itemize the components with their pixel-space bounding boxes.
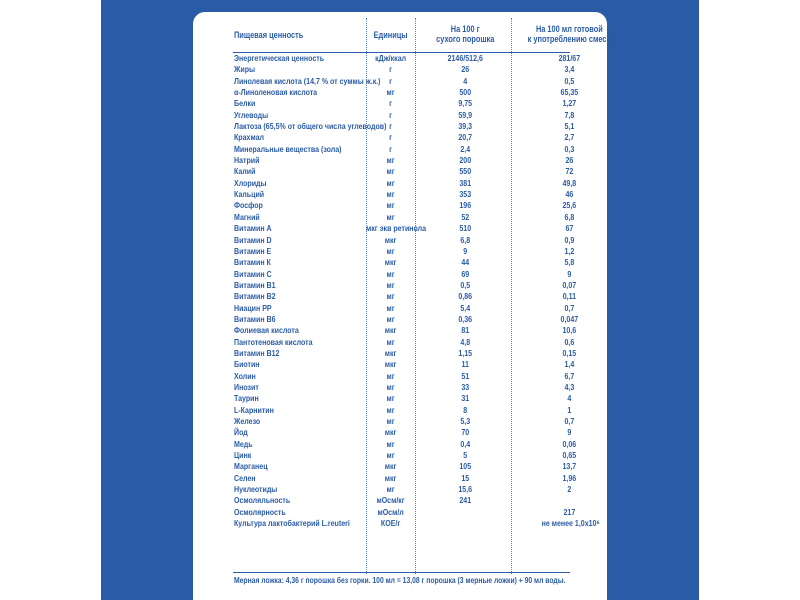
row-dry-value: 5,3 <box>460 416 471 426</box>
table-row <box>193 416 607 427</box>
row-ready-value: 2 <box>567 484 572 495</box>
header-dry-powder: На 100 г сухого порошка <box>436 24 495 44</box>
row-ready-value: 3,4 <box>564 64 575 75</box>
row-unit: мг <box>386 484 395 495</box>
row-dry-value: 15 <box>461 472 470 483</box>
row-unit: мг <box>386 370 395 381</box>
table-row <box>193 53 607 64</box>
row-unit: г <box>389 143 393 154</box>
row-name: Минеральные вещества (зола) <box>234 143 342 154</box>
row-ready-value: 217 <box>563 506 576 517</box>
row-ready-value: 1,96 <box>562 472 577 483</box>
row-name: Витамин В12 <box>234 347 280 358</box>
row-dry-value: 8 <box>463 404 468 415</box>
row-dry-value: 4 <box>463 75 468 86</box>
row-dry-value: 0,4 <box>460 438 471 449</box>
table-row <box>193 495 607 506</box>
serving-footnote: Мерная ложка: 4,36 г порошка без горки. 100 мл = 13,08 г порошка (3 мерные ложки) + 90 мл воды. <box>234 575 566 585</box>
row-ready-value: 0,7 <box>564 416 575 426</box>
table-row <box>193 87 607 98</box>
table-row <box>193 64 607 75</box>
row-name: Фолиевая кислота <box>234 325 299 336</box>
footer-rule <box>233 572 570 573</box>
row-unit: мкг <box>384 472 397 483</box>
table-row <box>193 325 607 336</box>
row-unit: г <box>389 64 393 75</box>
row-unit: г <box>389 109 393 120</box>
row-ready-value: 9 <box>567 268 572 279</box>
row-dry-value: 0,5 <box>460 279 471 290</box>
row-name: Инозит <box>234 381 259 392</box>
table-row <box>193 121 607 132</box>
row-dry-value: 353 <box>459 189 472 200</box>
row-name: Йод <box>234 427 248 438</box>
row-unit: мг <box>386 155 395 166</box>
row-unit: мг <box>386 87 395 98</box>
row-dry-value: 9,75 <box>458 98 473 109</box>
table-row <box>193 314 607 325</box>
row-dry-value: 70 <box>461 427 470 438</box>
row-ready-value: 0,9 <box>564 234 575 245</box>
row-ready-value: 46 <box>565 189 574 200</box>
row-ready-value: 13,7 <box>562 461 577 472</box>
row-dry-value: 15,6 <box>458 484 473 495</box>
row-ready-value: 4 <box>567 393 572 404</box>
row-ready-value: 25,6 <box>562 200 577 211</box>
row-unit: мг <box>386 393 395 404</box>
row-dry-value: 39,3 <box>458 121 473 132</box>
header-name: Пищевая ценность <box>234 30 304 40</box>
table-row <box>193 393 607 404</box>
row-dry-value: 5 <box>463 450 468 461</box>
row-unit: мг <box>386 291 395 302</box>
row-name: Пантотеновая кислота <box>234 336 313 347</box>
row-dry-value: 81 <box>461 325 470 336</box>
row-ready-value: 0,6 <box>564 336 575 347</box>
row-name: Линолевая кислота (14,7 % от суммы ж.к.) <box>234 75 381 86</box>
table-row <box>193 518 607 529</box>
row-dry-value: 0,36 <box>458 313 473 324</box>
row-ready-value: 65,35 <box>560 87 579 98</box>
row-unit: мОсм/кг <box>376 495 405 506</box>
row-dry-value: 51 <box>461 370 470 381</box>
table-row <box>193 144 607 155</box>
table-row <box>193 132 607 143</box>
row-unit: мкг <box>384 461 397 472</box>
table-row <box>193 405 607 416</box>
row-name: Витамин В2 <box>234 291 276 302</box>
row-unit: мг <box>386 438 395 449</box>
row-name: Жиры <box>234 64 256 75</box>
row-unit: мг <box>386 211 395 222</box>
table-row <box>193 291 607 302</box>
row-dry-value: 6,8 <box>460 234 471 245</box>
row-ready-value: 2,7 <box>564 132 575 143</box>
table-row <box>193 371 607 382</box>
row-unit: г <box>389 121 393 132</box>
row-dry-value: 11 <box>461 359 469 370</box>
row-name: Витамин А <box>234 223 272 234</box>
row-ready-value: 1 <box>567 404 572 415</box>
row-dry-value: 510 <box>459 223 472 234</box>
row-dry-value: 20,7 <box>458 132 473 143</box>
row-ready-value: 0,5 <box>564 75 575 86</box>
header-unit: Единицы <box>373 30 408 40</box>
row-ready-value: 0,11 <box>562 291 577 302</box>
row-unit: мг <box>386 189 395 200</box>
row-dry-value: 500 <box>459 87 472 98</box>
row-dry-value: 105 <box>459 461 472 472</box>
row-unit: мг <box>386 268 395 279</box>
row-name: L-Карнитин <box>234 404 274 415</box>
table-row <box>193 337 607 348</box>
row-ready-value: 0,047 <box>560 313 579 324</box>
row-name: Селен <box>234 472 256 483</box>
row-name: Витамин В6 <box>234 313 276 324</box>
row-unit: мкг <box>384 234 397 245</box>
row-name: Марганец <box>234 461 268 472</box>
row-ready-value: 5,1 <box>564 121 575 132</box>
row-name: Калий <box>234 166 256 177</box>
row-name: Холин <box>234 370 256 381</box>
row-unit: мкг <box>384 325 397 336</box>
row-name: Осмоляльность <box>234 495 291 506</box>
row-name: Ниацин РР <box>234 302 272 313</box>
row-name: Культура лактобактерий L.reuteri <box>234 518 350 529</box>
row-dry-value: 52 <box>461 211 470 222</box>
row-name: Углеводы <box>234 109 269 120</box>
row-ready-value: 4,3 <box>564 381 575 392</box>
table-row <box>193 348 607 359</box>
row-unit: мг <box>386 450 395 461</box>
table-row <box>193 382 607 393</box>
row-ready-value: 1,27 <box>562 98 577 109</box>
table-row <box>193 269 607 280</box>
row-dry-value: 33 <box>461 381 470 392</box>
row-unit: мг <box>386 404 395 415</box>
table-row <box>193 507 607 518</box>
row-unit: мкг экв ретинола <box>366 223 427 234</box>
row-unit: мкг <box>384 359 397 370</box>
row-dry-value: 4,8 <box>460 336 471 347</box>
row-ready-value: 0,65 <box>562 450 577 461</box>
row-dry-value: 0,86 <box>458 291 473 302</box>
row-unit: мкг <box>384 257 397 268</box>
table-row <box>193 223 607 234</box>
row-name: Натрий <box>234 155 260 166</box>
table-row <box>193 359 607 370</box>
row-ready-value: 1,4 <box>564 359 575 370</box>
row-unit: мг <box>386 200 395 211</box>
row-dry-value: 196 <box>459 200 472 211</box>
table-row <box>193 189 607 200</box>
row-name: Нуклеотиды <box>234 484 278 495</box>
table-row <box>193 155 607 166</box>
table-row <box>193 212 607 223</box>
row-dry-value: 44 <box>461 257 470 268</box>
row-ready-value: 26 <box>565 155 574 166</box>
row-ready-value: 9 <box>567 427 572 438</box>
row-name: Энергетическая ценность <box>234 53 325 63</box>
row-dry-value: 2,4 <box>460 143 471 154</box>
row-name: Витамин D <box>234 234 272 245</box>
row-dry-value: 2146/512,6 <box>447 53 483 63</box>
row-ready-value: 0,3 <box>564 143 575 154</box>
row-name: Цинк <box>234 450 252 461</box>
row-unit: КОЕ/г <box>380 518 401 529</box>
row-name: Витамин К <box>234 257 271 268</box>
header-ready-mix: На 100 мл готовой к употреблению смеси <box>527 24 612 44</box>
row-name: Фосфор <box>234 200 263 211</box>
row-unit: мг <box>386 381 395 392</box>
table-row <box>193 484 607 495</box>
row-unit: мкг <box>384 347 397 358</box>
row-ready-value: 0,07 <box>562 279 577 290</box>
row-name: Хлориды <box>234 177 267 188</box>
row-name: Таурин <box>234 393 259 404</box>
row-unit: г <box>389 132 393 143</box>
row-dry-value: 241 <box>459 495 472 506</box>
table-row <box>193 166 607 177</box>
row-unit: мг <box>386 177 395 188</box>
nutrition-rows <box>193 53 607 529</box>
row-dry-value: 69 <box>461 268 470 279</box>
row-dry-value: 1,15 <box>458 347 473 358</box>
row-ready-value: 67 <box>565 223 574 234</box>
row-unit: кДж/ккал <box>375 53 407 63</box>
table-row <box>193 246 607 257</box>
row-name: α-Линоленовая кислота <box>234 87 318 98</box>
row-ready-value: 0,7 <box>564 302 575 313</box>
row-name: Медь <box>234 438 253 449</box>
row-ready-value: 6,7 <box>564 370 575 381</box>
row-ready-value: 281/67 <box>558 53 581 63</box>
row-unit: мг <box>386 313 395 324</box>
row-ready-value: 6,8 <box>564 211 575 222</box>
row-ready-value: 7,8 <box>564 109 575 120</box>
row-value: не менее 1,0x10⁶ <box>541 518 600 529</box>
row-unit: г <box>389 98 393 109</box>
table-row <box>193 235 607 246</box>
row-unit: мг <box>386 166 395 177</box>
row-unit: г <box>389 75 393 86</box>
table-row <box>193 461 607 472</box>
row-ready-value: 0,15 <box>562 347 577 358</box>
table-row <box>193 76 607 87</box>
row-dry-value: 31 <box>461 393 470 404</box>
table-row <box>193 427 607 438</box>
row-dry-value: 59,9 <box>458 109 473 120</box>
row-name: Крахмал <box>234 132 264 143</box>
row-dry-value: 200 <box>459 155 472 166</box>
row-dry-value: 5,4 <box>460 302 471 313</box>
table-row <box>193 450 607 461</box>
row-name: Магний <box>234 211 260 222</box>
row-unit: мкг <box>384 427 397 438</box>
table-row <box>193 303 607 314</box>
row-name: Витамин Е <box>234 245 272 256</box>
row-unit: мг <box>386 336 395 347</box>
table-row <box>193 280 607 291</box>
table-row <box>193 98 607 109</box>
table-row <box>193 439 607 450</box>
table-row <box>193 473 607 484</box>
row-name: Витамин В1 <box>234 279 276 290</box>
nutrition-card <box>193 12 612 600</box>
row-name: Железо <box>234 416 261 426</box>
row-dry-value: 26 <box>461 64 470 75</box>
row-name: Витамин С <box>234 268 272 279</box>
row-ready-value: 5,8 <box>564 257 575 268</box>
row-ready-value: 10,6 <box>562 325 577 336</box>
row-unit: мОсм/л <box>377 506 404 517</box>
row-ready-value: 0,06 <box>562 438 577 449</box>
row-name: Лактоза (65,5% от общего числа углеводов) <box>234 121 387 132</box>
table-row <box>193 200 607 211</box>
row-unit: мг <box>386 245 395 256</box>
table-row <box>193 257 607 268</box>
table-row <box>193 178 607 189</box>
row-unit: мг <box>386 279 395 290</box>
row-ready-value: 72 <box>565 166 574 177</box>
row-name: Осмолярность <box>234 506 286 517</box>
row-ready-value: 1,2 <box>564 245 575 256</box>
row-name: Белки <box>234 98 256 109</box>
row-dry-value: 550 <box>459 166 472 177</box>
row-ready-value: 49,8 <box>562 177 577 188</box>
row-name: Биотин <box>234 359 260 370</box>
row-dry-value: 381 <box>459 177 472 188</box>
row-unit: мг <box>386 302 395 313</box>
row-name: Кальций <box>234 189 265 200</box>
row-unit: мг <box>386 416 395 426</box>
table-row <box>193 110 607 121</box>
row-dry-value: 9 <box>463 245 468 256</box>
